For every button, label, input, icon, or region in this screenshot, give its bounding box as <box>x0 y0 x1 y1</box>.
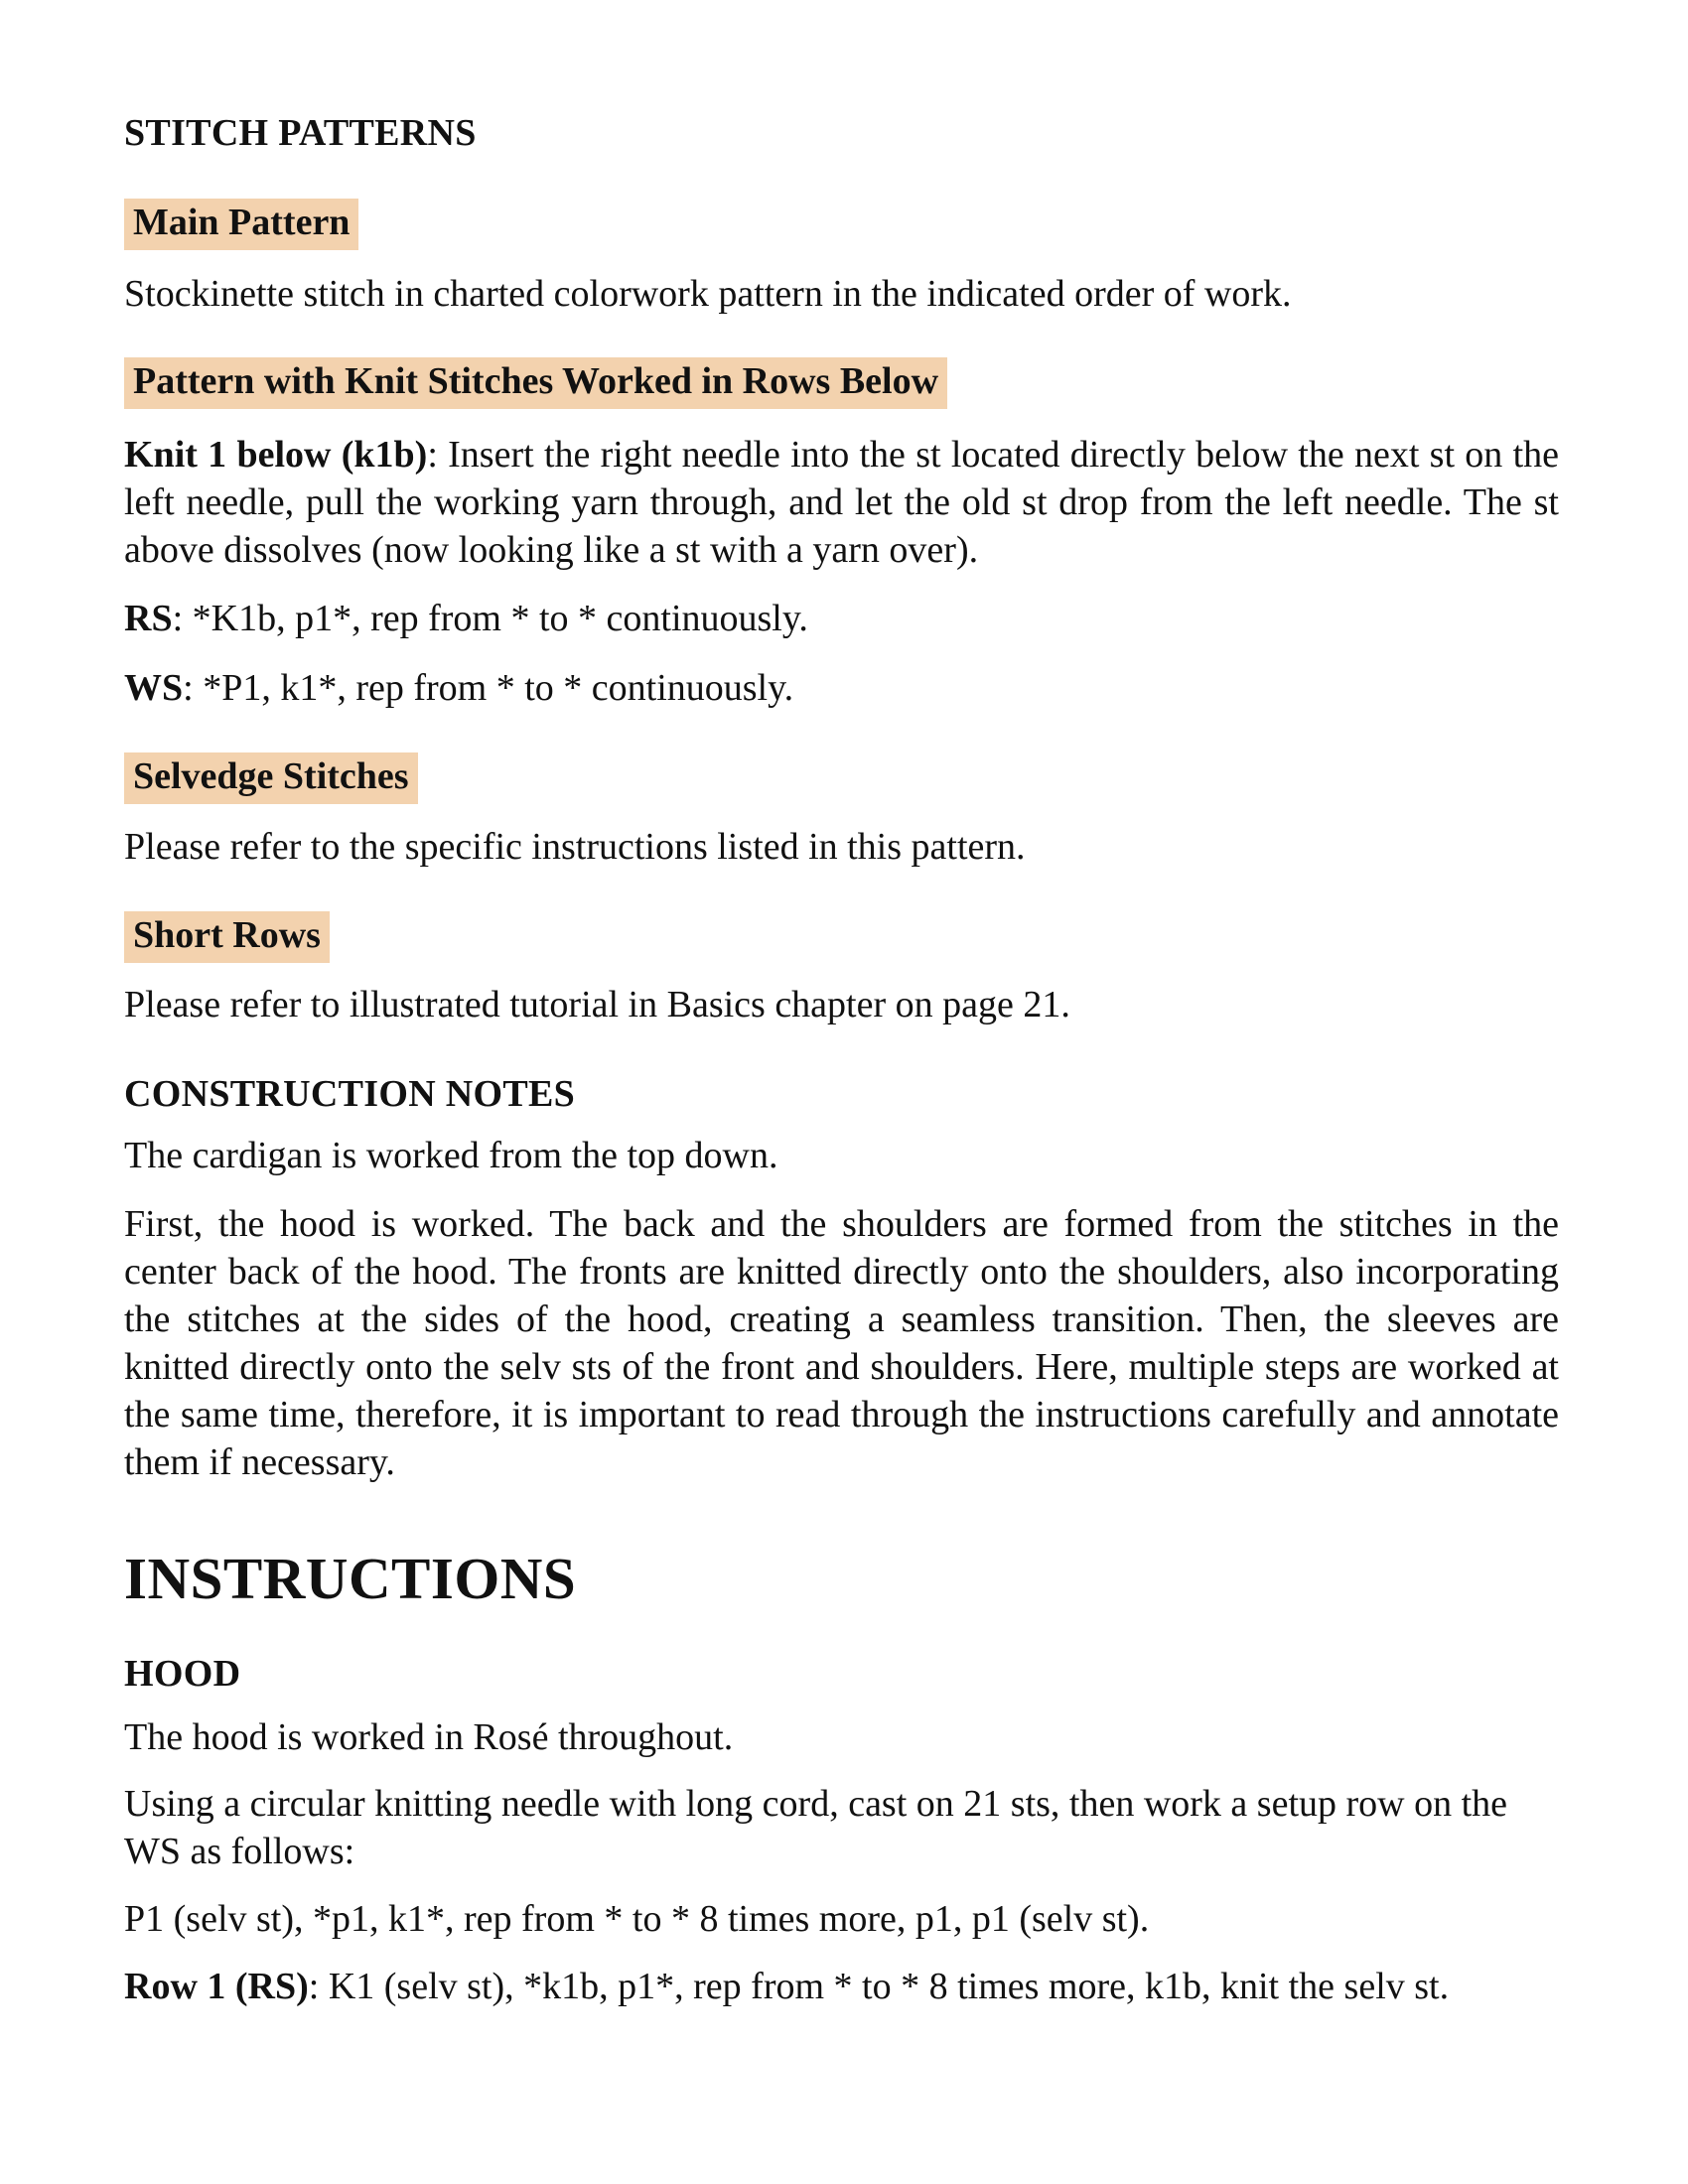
short-rows-label: Short Rows <box>124 911 330 963</box>
hood-color-note: The hood is worked in Rosé throughout. <box>124 1716 734 1758</box>
rs-text: : *K1b, p1*, rep from * to * continuously. <box>172 598 808 639</box>
construction-notes-body: First, the hood is worked. The back and the shoulders are formed from the stitches in the center back of the hood. The fronts are knitted directly onto the shoulders, also incorporating the stitches at the sides of the hood, creating a seamless transition. Then, the sleeves are knitted directly onto the selv sts of the front and shoulders. Here, multiple steps are worked at the same time, therefore, it is important to read through the instructions carefully and annotate them if necessary. <box>124 1203 1559 1483</box>
short-rows-text: Please refer to illustrated tutorial in Basics chapter on page 21. <box>124 984 1070 1025</box>
knit-below-definition-text: : Insert the right needle into the st located directly below the next st on the left needle, pull the working yarn through, and let the old st drop from the left needle. The st above dissolves (now looking like a st with a yarn over). <box>124 434 1559 571</box>
rs-row-instruction <box>124 595 1559 642</box>
construction-notes-intro: The cardigan is worked from the top down. <box>124 1135 778 1176</box>
hood-heading: HOOD <box>124 1653 241 1695</box>
main-pattern-label: Main Pattern <box>124 199 358 250</box>
selvedge-stitches-text: Please refer to the specific instructions listed in this pattern. <box>124 826 1026 868</box>
ws-term: WS <box>124 667 184 709</box>
hood-cast-on: Using a circular knitting needle with long cord, cast on 21 sts, then work a setup row on the WS as follows: <box>124 1783 1508 1872</box>
knit-below-term: Knit 1 below (k1b) <box>124 434 428 476</box>
selvedge-stitches-label: Selvedge Stitches <box>124 752 418 804</box>
construction-notes-heading: CONSTRUCTION NOTES <box>124 1073 576 1115</box>
instructions-heading: INSTRUCTIONS <box>124 1546 577 1611</box>
row-1-text: : K1 (selv st), *k1b, p1*, rep from * to * 8 times more, k1b, knit the selv st. <box>308 1966 1450 2007</box>
ws-row-instruction <box>124 664 1559 712</box>
knit-below-pattern-label: Pattern with Knit Stitches Worked in Rows Below <box>124 357 947 409</box>
hood-setup-row: P1 (selv st), *p1, k1*, rep from * to * 8 times more, p1, p1 (selv st). <box>124 1898 1150 1940</box>
knit-below-definition <box>124 431 1559 574</box>
row-1-term: Row 1 (RS) <box>124 1966 309 2007</box>
main-pattern-text: Stockinette stitch in charted colorwork pattern in the indicated order of work. <box>124 273 1292 315</box>
hood-row-1 <box>124 1963 1559 2010</box>
rs-term: RS <box>124 598 173 639</box>
ws-text: : *P1, k1*, rep from * to * continuously. <box>183 667 794 709</box>
stitch-patterns-heading: STITCH PATTERNS <box>124 112 477 154</box>
